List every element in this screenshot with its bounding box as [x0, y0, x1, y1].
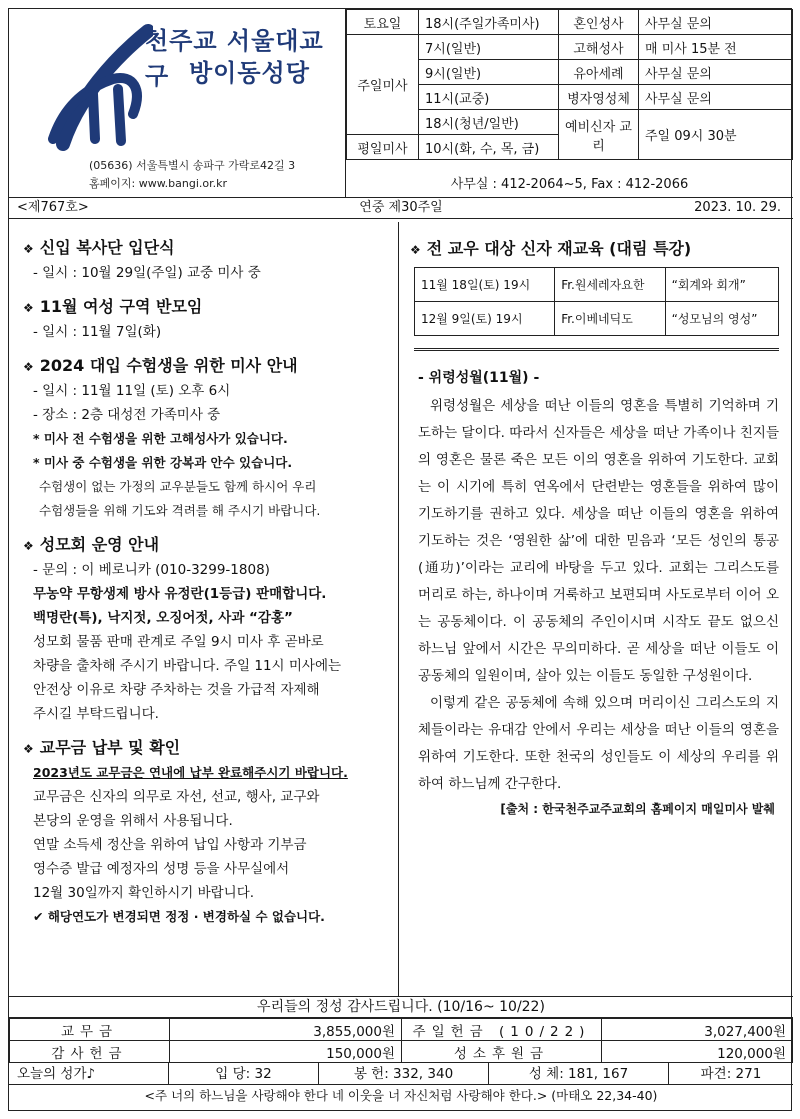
sacrament-info: 매 미사 15분 전 [639, 35, 793, 60]
reflection-body [410, 393, 783, 798]
diamond-bullet-icon: ❖ [410, 243, 421, 257]
thanks-banner: 우리들의 정성 감사드립니다. (10/16~ 10/22) [9, 996, 793, 1018]
issue-date: 2023. 10. 29. [694, 200, 781, 215]
section-note: 수험생이 없는 가정의 교우분들도 함께 하시어 우리 [39, 479, 317, 494]
section-title: ❖ 신입 복사단 입단식 [23, 238, 175, 257]
reflection-paragraph: 이렇게 같은 공동체에 속해 있으며 머리이신 그리스도의 지체들이라는 유대감 안에서 우리는 세상을 떠난 이들의 영혼을 위하여 기도한다. 또한 천국의 성인들도 이 세상의 우리를 위하여 하느님께 간구한다. [418, 695, 779, 792]
section-note-bold: * 미사 중 수험생을 위한 강복과 안수 있습니다. [33, 455, 293, 470]
section-title: ❖ 교무금 납부 및 확인 [23, 738, 181, 757]
section-text: 교무금은 신자의 의무로 자선, 선교, 행사, 교구와 [33, 789, 320, 805]
section-line: - 일시 : 11월 7일(화) [33, 324, 162, 340]
parish-homepage: 홈페이지: www.bangi.or.kr [89, 177, 228, 190]
left-column [9, 222, 399, 996]
sacrament-name: 유아세례 [559, 60, 639, 85]
donation-table [9, 1018, 793, 1063]
table-row [415, 302, 779, 336]
sacrament-info: 사무실 문의 [639, 10, 793, 35]
hymn-recessional: 파견: 271 [700, 1066, 762, 1082]
section-text: 본당의 운영을 위해서 사용됩니다. [33, 813, 233, 829]
section-text: 차량을 출차해 주시기 바랍니다. 주일 11시 미사에는 [33, 658, 342, 674]
lecture-topic: “성모님의 영성” [665, 302, 778, 336]
donation-value: 150,000원 [170, 1041, 402, 1063]
section-note: 수험생들을 위해 기도와 격려를 해 주시기 바랍니다. [39, 503, 321, 518]
office-contact: 사무실 : 412-2064~5, Fax : 412-2066 [450, 177, 689, 192]
section-line: - 장소 : 2층 대성전 가족미사 중 [33, 407, 221, 423]
sacrament-name: 병자영성체 [559, 85, 639, 110]
donation-label: 감사헌금 [10, 1041, 170, 1063]
hymn-label: 오늘의 성가♪ [9, 1063, 169, 1084]
section-note-bold: 백명란(특), 낙지젓, 오징어젓, 사과 “감홍” [33, 610, 293, 626]
sacrament-info: 사무실 문의 [639, 60, 793, 85]
table-row [10, 1041, 793, 1063]
lecture-speaker: Fr.이베네딕도 [555, 302, 665, 336]
sacrament-info: 주일 09시 30분 [639, 110, 793, 160]
diamond-bullet-icon: ❖ [23, 742, 34, 756]
section-text: 연말 소득세 정산을 위하여 납입 사항과 기부금 [33, 837, 307, 853]
header [9, 9, 793, 197]
sacrament-name: 고해성사 [559, 35, 639, 60]
sunday-mass: 11시(교중) [419, 85, 559, 110]
right-column [400, 222, 793, 996]
table-row [415, 268, 779, 302]
parish-logo-area [9, 9, 346, 197]
sacrament-info: 사무실 문의 [639, 85, 793, 110]
parish-name: 방이동성당 [189, 59, 310, 87]
diamond-bullet-icon: ❖ [23, 301, 34, 315]
section-line: - 일시 : 10월 29일(주일) 교중 미사 중 [33, 265, 261, 281]
lecture-date: 12월 9일(토) 19시 [415, 302, 555, 336]
hymn-row [9, 1063, 793, 1085]
lecture-topic: “회계와 회개” [665, 268, 778, 302]
sunday-mass: 18시(청년/일반) [419, 110, 559, 135]
section-line: - 일시 : 11월 11일 (토) 오후 6시 [33, 383, 231, 399]
sacrament-name: 혼인성사 [559, 10, 639, 35]
issue-bar [9, 197, 793, 219]
section-note-bold: * 미사 전 수험생을 위한 고해성사가 있습니다. [33, 431, 288, 446]
section-note-bold: ✔ 해당연도가 변경되면 정정 · 변경하실 수 없습니다. [33, 909, 325, 924]
lecture-table [414, 267, 779, 336]
section-title: ❖ 2024 대입 수험생을 위한 미사 안내 [23, 356, 298, 375]
sacrament-name: 예비신자 교리 [559, 110, 639, 160]
section-text: 주시길 부탁드립니다. [33, 706, 159, 722]
parish-logo-icon [23, 19, 153, 154]
hymn-communion: 성 체: 181, 167 [489, 1063, 669, 1084]
weekday-label: 평일미사 [347, 135, 419, 160]
donation-value: 3,855,000원 [170, 1019, 402, 1041]
donation-value: 120,000원 [602, 1041, 793, 1063]
reflection-paragraph: 위령성월은 세상을 떠난 이들의 영혼을 특별히 기억하며 기도하는 달이다. 따라서 신자들은 세상을 떠난 가족이나 친지들의 영혼은 물론 죽은 모든 이의 영혼을 위하여 기도한다. 교회는 이 시기에 특히 연옥에서 단련받는 영혼들을 위하여 많이 기도하기를 권하고 있다. 세상을 떠난 이들의 영혼을 위하여 기도하는 것은 ‘영원한 삶’에 대한 믿음과 ‘모든 성인의 통공(通功)’이라는 교리에 바탕을 두고 있다. 교회는 그리스도를 머리로 하는, 하나이며 거룩하고 보편되며 사도로부터 이어 오는 공동체이다. 이 공동체의 주인이시며 시작도 끝도 없으신 하느님 앞에서 시간은 무의미하다. 곧 세상을 떠난 이들도 이 공동체의 일원이며, 살아 있는 이들도 동일한 구성원이다. [418, 398, 779, 684]
section-text: 12월 30일까지 확인하시기 바랍니다. [33, 885, 255, 901]
donation-value: 3,027,400원 [602, 1019, 793, 1041]
diocese-name: 천주교 서울대교구 [145, 27, 324, 90]
diamond-bullet-icon: ❖ [23, 242, 34, 256]
reflection-title: - 위령성월(11월) - [418, 370, 540, 386]
section-title: ❖ 전 교우 대상 신자 재교육 (대림 특강) [410, 239, 692, 258]
diamond-bullet-icon: ❖ [23, 360, 34, 374]
diamond-bullet-icon: ❖ [23, 539, 34, 553]
parish-address: (05636) 서울특별시 송파구 가락로42길 3 [89, 159, 296, 172]
sat-mass: 18시(주일가족미사) [419, 10, 559, 35]
weekday-mass: 10시(화, 수, 목, 금) [419, 135, 559, 160]
scripture-verse: <주 너의 하느님을 사랑해야 한다 네 이웃을 너 자신처럼 사랑해야 한다.> (마태오 22,34-40) [144, 1088, 658, 1103]
section-text: 영수증 발급 예정자의 성명 등을 사무실에서 [33, 861, 290, 877]
reflection-source: [출처 : 한국천주교주교회의 홈페이지 매일미사 발췌 [500, 802, 775, 816]
section-text: 안전상 이유로 차량 주차하는 것을 가급적 자제해 [33, 682, 320, 698]
section-text: 성모회 물품 판매 관계로 주일 9시 미사 후 곧바로 [33, 634, 324, 650]
bulletin-page [8, 8, 792, 1111]
donation-label: 주일헌금 (10/22) [402, 1019, 602, 1041]
section-title: ❖ 성모회 운영 안내 [23, 535, 160, 554]
table-row [10, 1019, 793, 1041]
section-title: ❖ 11월 여성 구역 반모임 [23, 297, 203, 316]
hymn-offertory: 봉 헌: 332, 340 [319, 1063, 489, 1084]
donation-label: 성소후원금 [402, 1041, 602, 1063]
offering-summary [9, 996, 793, 1107]
section-underlined: 2023년도 교무금은 연내에 납부 완료해주시기 바랍니다. [33, 765, 348, 780]
section-line: - 문의 : 이 베로니카 (010-3299-1808) [33, 562, 270, 578]
donation-label: 교무금 [10, 1019, 170, 1041]
section-note-bold: 무농약 무항생제 방사 유정란(1등급) 판매합니다. [33, 586, 327, 602]
sunday-label: 주일미사 [347, 35, 419, 135]
hymn-entrance: 입 당: 32 [169, 1063, 319, 1084]
issue-number: <제767호> [17, 200, 89, 215]
divider [414, 348, 779, 351]
sunday-mass: 9시(일반) [419, 60, 559, 85]
sat-label: 토요일 [347, 10, 419, 35]
liturgical-week: 연중 제30주일 [359, 200, 443, 215]
lecture-speaker: Fr.원세레자요한 [555, 268, 665, 302]
mass-schedule-table [346, 9, 793, 160]
lecture-date: 11월 18일(토) 19시 [415, 268, 555, 302]
sunday-mass: 7시(일반) [419, 35, 559, 60]
